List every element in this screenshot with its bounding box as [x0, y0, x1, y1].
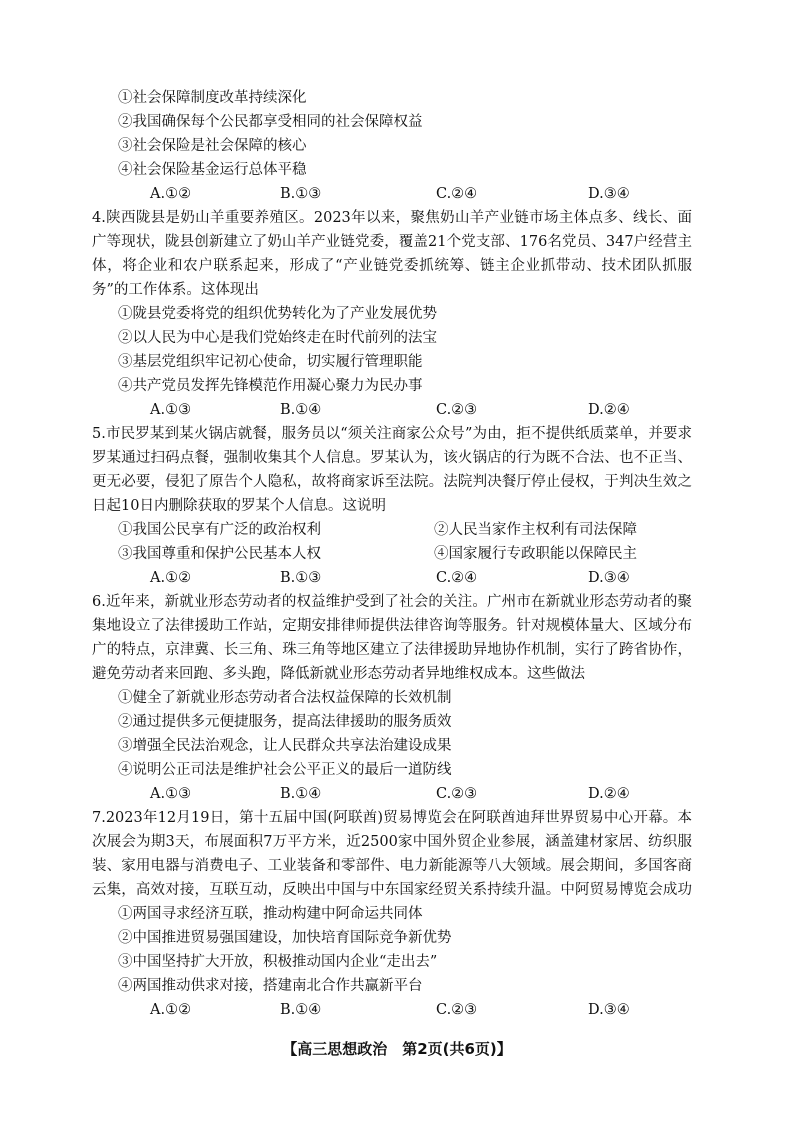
q7-option-a: A.①②	[150, 1002, 192, 1018]
q7-statement-3: ③中国坚持扩大开放，积极推动国内企业“走出去”	[118, 954, 438, 970]
q3-statement-1: ①社会保障制度改革持续深化	[118, 90, 307, 106]
q3-statement-4: ④社会保险基金运行总体平稳	[118, 162, 307, 178]
q3-statement-3: ③社会保险是社会保障的核心	[118, 138, 307, 154]
q7-statement-1: ①两国寻求经济互联，推动构建中阿命运共同体	[118, 906, 423, 922]
q3-statement-2: ②我国确保每个公民都享受相同的社会保障权益	[118, 114, 423, 130]
q4-statement-2: ②以人民为中心是我们党始终走在时代前列的法宝	[118, 330, 437, 346]
q3-option-a: A.①②	[150, 186, 192, 202]
q6-option-d: D.②④	[588, 786, 630, 802]
q6-statement-4: ④说明公正司法是维护社会公平正义的最后一道防线	[118, 762, 452, 778]
page-footer: 【高三思想政治 第2页(共6页)】	[282, 1040, 512, 1058]
q3-option-b: B.①③	[280, 186, 322, 202]
q4-option-d: D.②④	[588, 402, 630, 418]
q5-statement-3: ③我国尊重和保护公民基本人权	[118, 546, 321, 562]
q7-option-d: D.③④	[588, 1002, 630, 1018]
q7-statement-4: ④两国推动供求对接，搭建南北合作共赢新平台	[118, 978, 423, 994]
q6-option-b: B.①④	[280, 786, 322, 802]
q5-option-c: C.②④	[436, 570, 478, 586]
q5-option-a: A.①②	[150, 570, 192, 586]
q6-statement-3: ③增强全民法治观念，让人民群众共享法治建设成果	[118, 738, 452, 754]
q6-statement-1: ①健全了新就业形态劳动者合法权益保障的长效机制	[118, 690, 452, 706]
q5-option-d: D.③④	[588, 570, 630, 586]
q4-statement-3: ③基层党组织牢记初心使命，切实履行管理职能	[118, 354, 423, 370]
q6-option-a: A.①③	[150, 786, 192, 802]
q7-option-c: C.②③	[436, 1002, 478, 1018]
q6-option-c: C.②③	[436, 786, 478, 802]
q6-statement-2: ②通过提供多元便捷服务，提高法律援助的服务质效	[118, 714, 452, 730]
q7-stem: 7.2023年12月19日，第十五届中国(阿联酋)贸易博览会在阿联酋迪拜世界贸易中心开幕。本次展会为期3天，布展面积7万平方米，近2500家中国外贸企业参展，涵盖建材家居、纺织服装、家用电器与消费电子、工业装备和零部件、电力新能源等八大领域。展会期间，多国客商云集，高效对接，互联互动，反映出中国与中东国家经贸关系持续升温。中阿贸易博览会成功	[92, 810, 692, 898]
q3-option-d: D.③④	[588, 186, 630, 202]
q6-stem: 6.近年来，新就业形态劳动者的权益维护受到了社会的关注。广州市在新就业形态劳动者的聚集地设立了法律援助工作站，定期安排律师提供法律咨询等服务。针对规模体量大、区域分布广的特点，京津冀、长三角、珠三角等地区建立了法律援助异地协作机制，实行了跨省协作，避免劳动者来回跑、多头跑，降低新就业形态劳动者异地维权成本。这些做法	[92, 594, 692, 682]
q4-statement-1: ①陇县党委将党的组织优势转化为了产业发展优势	[118, 306, 437, 322]
q4-option-a: A.①③	[150, 402, 192, 418]
q4-stem: 4.陕西陇县是奶山羊重要养殖区。2023年以来，聚焦奶山羊产业链市场主体点多、线长、面广等现状，陇县创新建立了奶山羊产业链党委，覆盖21个党支部、176名党员、347户经营主体，将企业和农户联系起来，形成了“产业链党委抓统筹、链主企业抓带动、技术团队抓服务”的工作体系。这体现出	[92, 210, 692, 298]
q5-statement-4: ④国家履行专政职能以保障民主	[434, 546, 637, 562]
q5-statement-2: ②人民当家作主权利有司法保障	[434, 522, 637, 538]
q4-option-b: B.①④	[280, 402, 322, 418]
q5-option-b: B.①③	[280, 570, 322, 586]
q7-option-b: B.①④	[280, 1002, 322, 1018]
q4-statement-4: ④共产党员发挥先锋模范作用凝心聚力为民办事	[118, 378, 423, 394]
q4-option-c: C.②③	[436, 402, 478, 418]
q5-statement-1: ①我国公民享有广泛的政治权利	[118, 522, 321, 538]
q7-statement-2: ②中国推进贸易强国建设，加快培育国际竞争新优势	[118, 930, 452, 946]
q5-stem: 5.市民罗某到某火锅店就餐，服务员以“须关注商家公众号”为由，拒不提供纸质菜单，并要求罗某通过扫码点餐，强制收集其个人信息。罗某认为，该火锅店的行为既不合法、也不正当、更无必要，侵犯了原告个人隐私，故将商家诉至法院。法院判决餐厅停止侵权，于判决生效之日起10日内删除获取的罗某个人信息。这说明	[92, 426, 692, 514]
q3-option-c: C.②④	[436, 186, 478, 202]
